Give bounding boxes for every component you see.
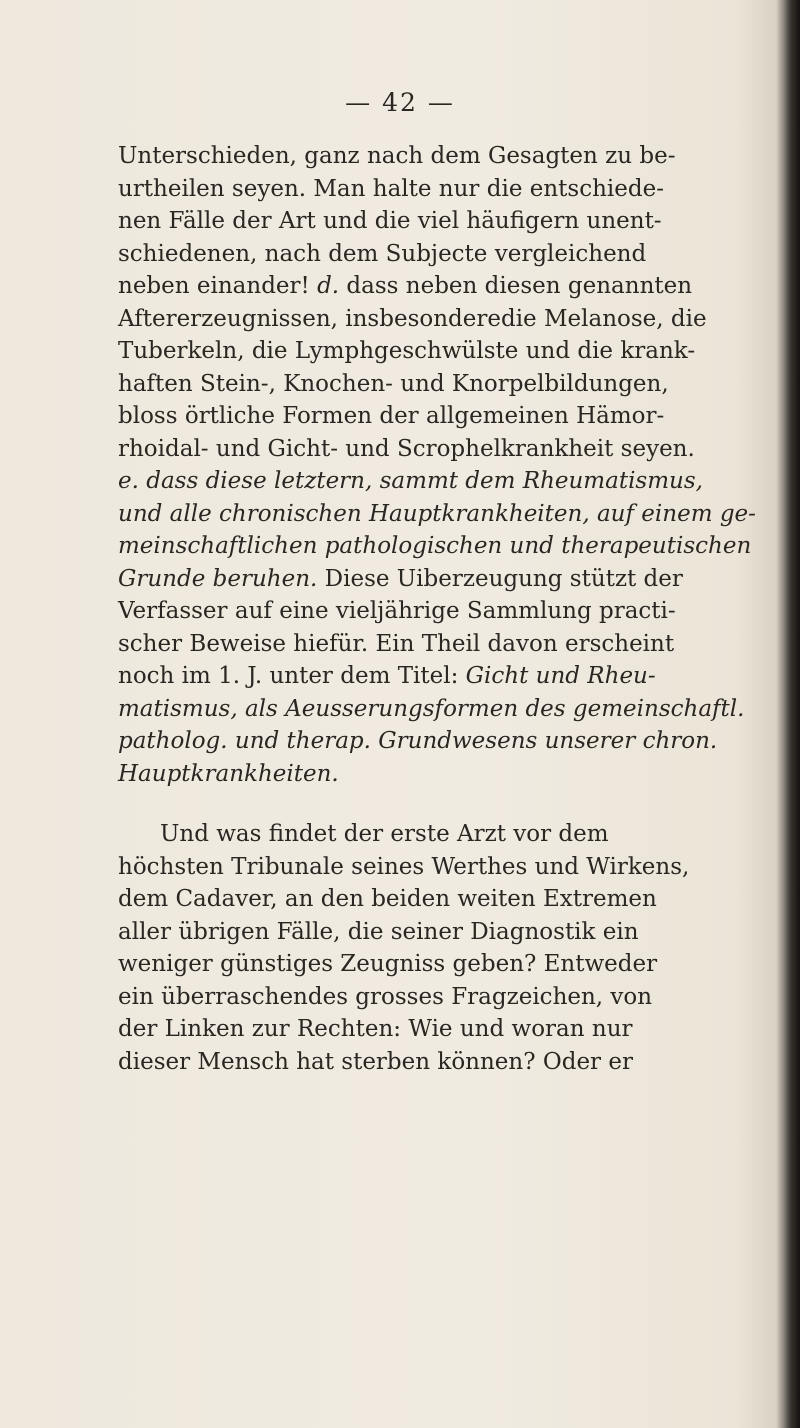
text-line xyxy=(118,563,778,596)
page-number: — 42 — xyxy=(345,88,455,117)
text-span: noch im 1. J. unter dem Titel: xyxy=(118,663,466,689)
italic-span: Grunde beruhen. xyxy=(118,565,318,592)
page-edge-shadow xyxy=(784,0,800,1428)
text-line: scher Beweise hiefür. Ein Theil davon erscheint xyxy=(118,630,675,657)
text-line: Tuberkeln, die Lymphgeschwülste und die krank- xyxy=(118,338,696,364)
italic-line: und alle chronischen Hauptkrankheiten, auf einem ge- xyxy=(118,500,756,527)
body-text xyxy=(118,140,778,1078)
text-span: Diese Uiberzeugung stützt der xyxy=(317,565,683,592)
text-line: der Linken zur Rechten: Wie und woran nur xyxy=(118,1016,633,1042)
text-line: weniger günstiges Zeugniss geben? Entweder xyxy=(118,951,658,977)
text-line: Unterschieden, ganz nach dem Gesagten zu be- xyxy=(118,143,676,169)
text-line: höchsten Tribunale seines Werthes und Wirkens, xyxy=(118,853,690,880)
text-line xyxy=(118,660,778,693)
italic-line: Hauptkrankheiten. xyxy=(118,760,339,787)
text-line xyxy=(118,270,778,303)
italic-span: d. xyxy=(317,273,340,299)
italic-line: patholog. und therap. Grundwesens unserer chron. xyxy=(118,728,718,754)
text-span: dass neben diesen genannten xyxy=(339,273,693,299)
italic-line: e. dass diese letztern, sammt dem Rheumatismus, xyxy=(118,468,703,494)
text-line: Und was findet der erste Arzt vor dem xyxy=(160,821,609,847)
text-line: Verfasser auf eine vieljährige Sammlung practi- xyxy=(118,598,676,624)
text-line: ein überraschendes grosses Fragzeichen, von xyxy=(118,983,653,1010)
italic-span: Gicht und Rheu- xyxy=(465,663,656,689)
paragraph-gap xyxy=(118,790,778,818)
text-line: nen Fälle der Art und die viel häufigern unent- xyxy=(118,208,662,234)
text-line: dieser Mensch hat sterben können? Oder er xyxy=(118,1048,633,1075)
text-line: bloss örtliche Formen der allgemeinen Hämor- xyxy=(118,403,665,429)
italic-line: matismus, als Aeusserungsformen des gemeinschaftl. xyxy=(118,695,745,722)
text-line: haften Stein-, Knochen- und Knorpelbildungen, xyxy=(118,370,669,397)
text-line: aller übrigen Fälle, die seiner Diagnostik ein xyxy=(118,918,639,945)
text-line: Aftererzeugnissen, insbesonderedie Melanose, die xyxy=(118,305,707,332)
text-line: rhoidal- und Gicht- und Scrophelkrankheit seyen. xyxy=(118,435,695,462)
text-line: dem Cadaver, an den beiden weiten Extremen xyxy=(118,886,657,912)
text-line: schiedenen, nach dem Subjecte vergleichend xyxy=(118,240,647,267)
italic-line: meinschaftlichen pathologischen und therapeutischen xyxy=(118,533,752,559)
text-span: neben einander! xyxy=(118,273,318,299)
text-line: urtheilen seyen. Man halte nur die entschiede- xyxy=(118,175,664,202)
